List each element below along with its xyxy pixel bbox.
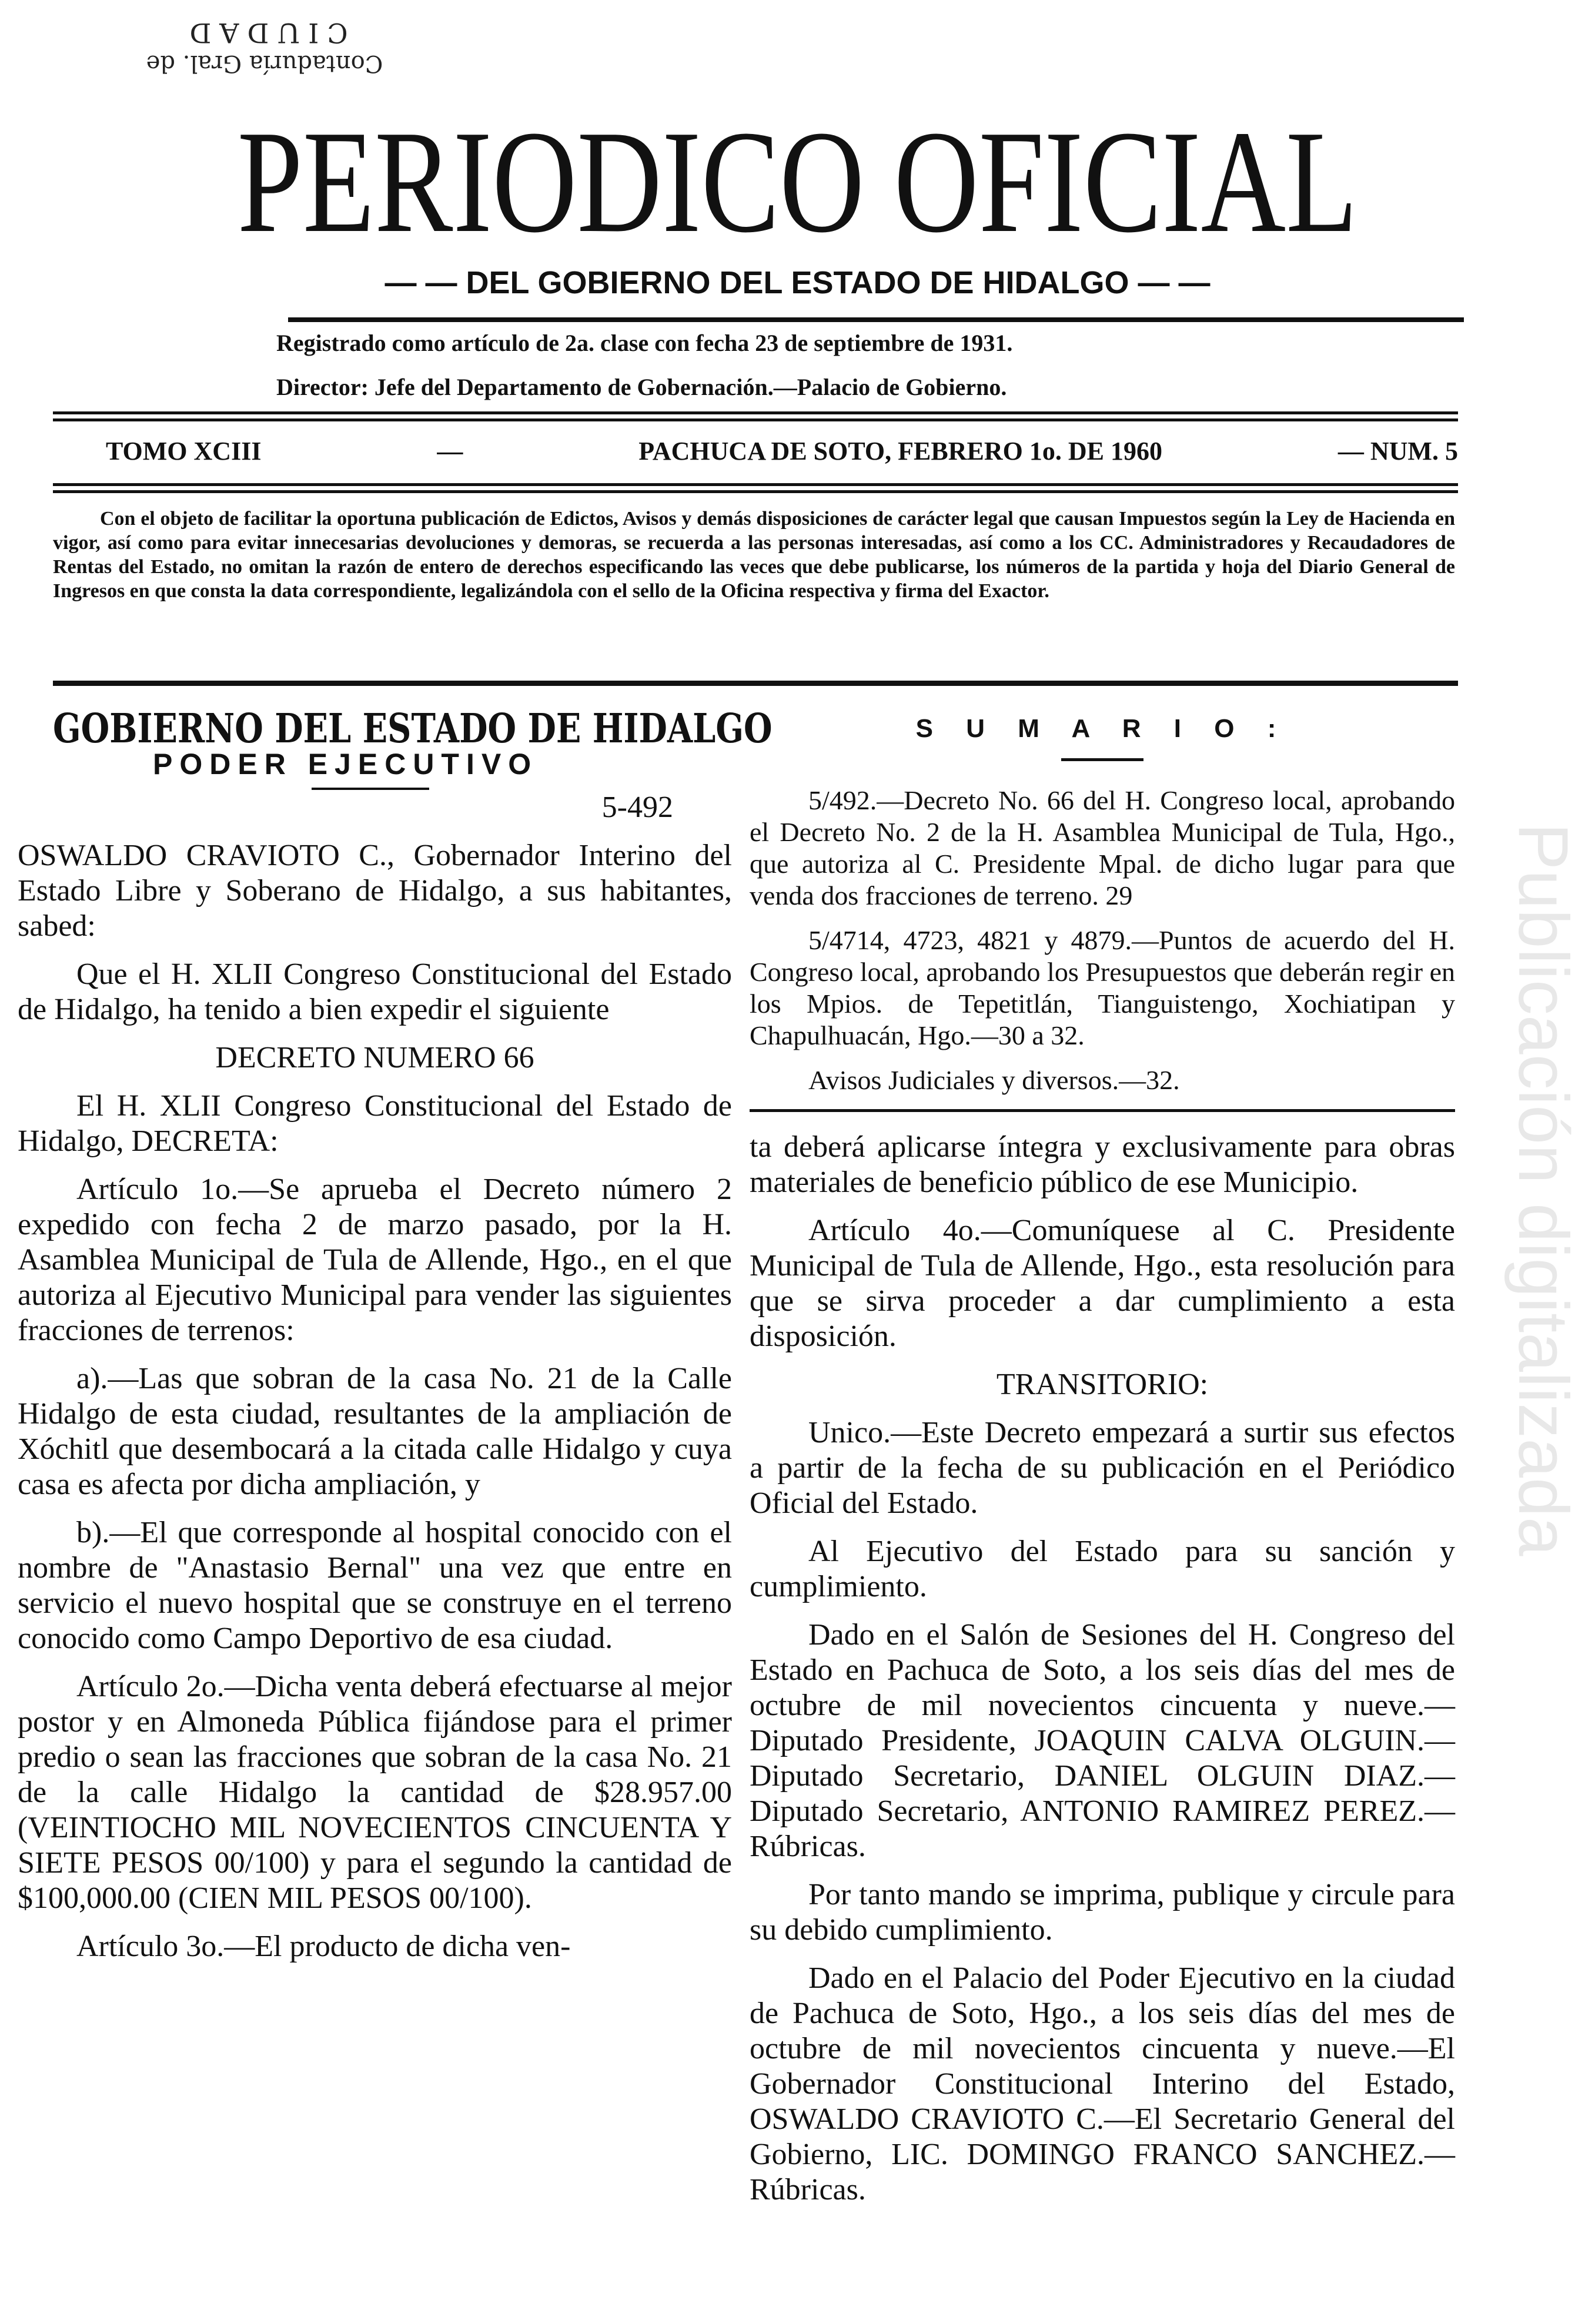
paragraph: Dado en el Salón de Sesiones del H. Congreso del Estado en Pachuca de Soto, a los seis días del mes de octubre de mil novecientos cincuenta y nueve.—Diputado Presidente, JOAQUIN CALVA OLGUIN.—Diputado Secretario, DANIEL OLGUIN DIAZ.—Diputado Secretario, ANTONIO RAMIREZ PEREZ.—Rúbricas. xyxy=(750,1618,1455,1863)
right-column xyxy=(750,694,1455,2221)
summary-item: 5/4714, 4723, 4821 y 4879.—Puntos de acuerdo del H. Congreso local, aprobando los Presupuestos que deberán regir en los Mpios. de Tepetitlán, Tianguistengo, Xochiatipan y Chapulhuacán, Hgo.—30 a 32. xyxy=(750,925,1455,1050)
section-heading: GOBIERNO DEL ESTADO DE HIDALGO xyxy=(53,705,773,752)
masthead-title: PERIODICO OFICIAL xyxy=(237,101,1358,263)
paragraph: Dado en el Palacio del Poder Ejecutivo en la ciudad de Pachuca de Soto, Hgo., a los seis días del mes de octubre de mil novecientos cincuenta y nueve.—El Gobernador Constitucional Interino del Estado, OSWALDO CRAVIOTO C.—El Secretario General del Gobierno, LIC. DOMINGO FRANCO SANCHEZ.—Rúbricas. xyxy=(750,1961,1455,2206)
summary-item: 5/492.—Decreto No. 66 del H. Congreso local, aprobando el Decreto No. 2 de la H. Asamblea Municipal de Tula, Hgo., que autoriza al C. Presidente Mpal. de dicho lugar para que venda dos fracciones de terreno. 29 xyxy=(750,785,1455,910)
stamp-line-1: Contaduría Gral. de xyxy=(146,50,383,77)
registration-line: Registrado como artículo de 2a. clase con fecha 23 de septiembre de 1931. xyxy=(276,330,1013,356)
reference-number: 5-492 xyxy=(601,791,673,824)
paragraph: b).—El que corresponde al hospital conocido con el nombre de "Anastasio Bernal" una vez que entre en servicio el nuevo hospital que se construye en el terreno conocido como Campo Deportivo de esa ciudad. xyxy=(18,1516,732,1655)
divider xyxy=(53,490,1458,493)
article-4: Artículo 4o.—Comuníquese al C. Presidente Municipal de Tula de Allende, Hgo., esta resolución para que se sirva proceder a dar cumplimiento a esta disposición. xyxy=(750,1214,1455,1353)
upside-down-stamp xyxy=(112,18,417,79)
paragraph: Por tanto mando se imprima, publique y circule para su debido cumplimiento. xyxy=(750,1878,1455,1947)
section-subheading: PODER EJECUTIVO xyxy=(153,748,539,781)
article-2: Artículo 2o.—Dicha venta deberá efectuarse al mejor postor y en Almoneda Pública fijándose para el primer predio o sean las fracciones que sobran de la casa No. 21 de la calle Hidalgo la cantidad de $28.957.00 (VEINTIOCHO MIL NOVECIENTOS CINCUENTA Y SIETE PESOS 00/100) y para el segundo la cantidad de $100,000.00 (CIEN MIL PESOS 00/100). xyxy=(18,1670,732,1915)
masthead-subtitle: — — DEL GOBIERNO DEL ESTADO DE HIDALGO — — xyxy=(384,265,1211,300)
tomo: TOMO XCIII xyxy=(106,437,262,466)
divider xyxy=(288,317,1464,322)
notice-paragraph: Con el objeto de facilitar la oportuna publicación de Edictos, Avisos y demás disposiciones de carácter legal que causan Impuestos según la Ley de Hacienda en vigor, así como para evitar innecesarias devoluciones y demoras, se recuerda a las personas interesadas, así como a los CC. Administradores y Recaudadores de Rentas del Estado, no omitan la razón de entero de derechos especificando las veces que debe publicarse, los números de la partida y hoja del Diario General de Ingresos en que consta la data correspondiente, legalizándola con el sello de la Oficina respectiva y firma del Exactor. xyxy=(53,508,1455,602)
paragraph: Al Ejecutivo del Estado para su sanción y cumplimiento. xyxy=(750,1535,1455,1603)
divider xyxy=(53,411,1458,414)
separator: — xyxy=(437,437,463,466)
place-date: PACHUCA DE SOTO, FEBRERO 1o. DE 1960 xyxy=(638,437,1162,466)
paragraph: Unico.—Este Decreto empezará a surtir sus efectos a partir de la fecha de su publicación en el Periódico Oficial del Estado. xyxy=(750,1416,1455,1520)
stamp-line-2: CIUDAD xyxy=(181,17,348,49)
watermark: Publicación digitalizada xyxy=(1504,823,1583,1556)
article-1: Artículo 1o.—Se aprueba el Decreto número 2 expedido con fecha 2 de marzo pasado, por la H. Asamblea Municipal de Tula de Allende, Hgo., en el que autoriza al Ejecutivo Municipal para vender las siguientes fracciones de terrenos: xyxy=(18,1173,732,1347)
decree-title: DECRETO NUMERO 66 xyxy=(215,1041,534,1074)
paragraph: ta deberá aplicarse íntegra y exclusivamente para obras materiales de beneficio público de ese Municipio. xyxy=(750,1130,1455,1199)
divider xyxy=(53,483,1458,486)
divider xyxy=(750,1109,1455,1112)
paragraph: OSWALDO CRAVIOTO C., Gobernador Interino del Estado Libre y Soberano de Hidalgo, a sus habitantes, sabed: xyxy=(18,839,732,943)
divider xyxy=(53,418,1458,421)
paragraph: El H. XLII Congreso Constitucional del Estado de Hidalgo, DECRETA: xyxy=(18,1089,732,1158)
issue-line xyxy=(106,436,1458,466)
left-column xyxy=(18,694,773,1977)
paragraph: Que el H. XLII Congreso Constitucional del Estado de Hidalgo, ha tenido a bien expedir el siguiente xyxy=(18,957,732,1026)
issue-number: — NUM. 5 xyxy=(1337,437,1458,466)
director-line: Director: Jefe del Departamento de Gobernación.—Palacio de Gobierno. xyxy=(276,374,1007,400)
article-3: Artículo 3o.—El producto de dicha ven- xyxy=(76,1930,571,1963)
divider xyxy=(53,681,1458,686)
paragraph: a).—Las que sobran de la casa No. 21 de la Calle Hidalgo de esta ciudad, resultantes de la ampliación de Xóchitl que desembocará a la citada calle Hidalgo y cuya casa es afecta por dicha ampliación, y xyxy=(18,1362,732,1501)
summary-item: Avisos Judiciales y diversos.—32. xyxy=(808,1065,1180,1095)
transitorio-heading: TRANSITORIO: xyxy=(996,1368,1209,1401)
sumario-title: S U M A R I O : xyxy=(915,714,1289,743)
divider xyxy=(1061,758,1143,761)
